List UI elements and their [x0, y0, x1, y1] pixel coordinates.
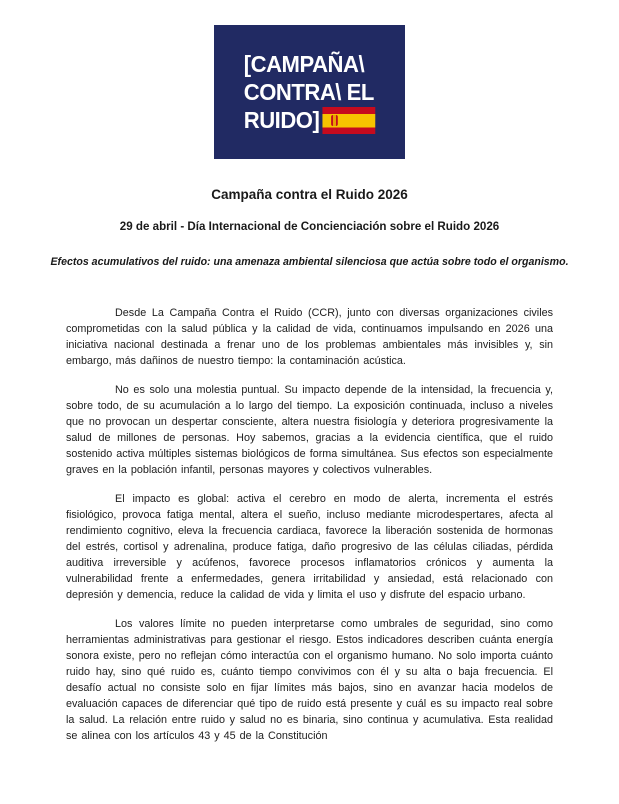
- logo-slash-1: \: [358, 51, 365, 77]
- page-title: Campaña contra el Ruido 2026: [211, 187, 408, 202]
- ccr-logo-wordmark: [244, 50, 375, 134]
- paragraph-1: Desde La Campaña Contra el Ruido (CCR), junto con diversas organizaciones civiles comprometidas con la salud pública y la calidad de vida, continuamos impulsando en 2026 una iniciativa nacional destinada a frenar uno de los problemas ambientales más invisibles y, sin embargo, más dañinos de nuestro tiempo: la contaminación acústica.: [66, 307, 553, 367]
- ccr-logo: [214, 25, 405, 159]
- document-body: [66, 305, 553, 744]
- paragraph-3: El impacto es global: activa el cerebro en modo de alerta, incrementa el estrés fisiológico, provoca fatiga mental, altera el sueño, incluso mediante microdespertares, afecta al rendimiento cognitivo, eleva la frecuencia cardiaca, favorece la liberación sostenida de hormonas del estrés, cortisol y adrenalina, produce fatiga, daño progresivo de las células ciliadas, pérdida auditiva irreversible y acúfenos, favorece procesos inflamatorios crónicos y aumenta la vulnerabilidad frente a enfermedades, genera irritabilidad y ansiedad, está relacionado con depresión y demencia, reduce la calidad de vida y limita el uso y disfrute del espacio urbano.: [66, 493, 553, 601]
- logo-bracket-right: ]: [312, 107, 320, 133]
- paragraph-2: No es solo una molestia puntual. Su impacto depende de la intensidad, la frecuencia y, sobre todo, de su acumulación a lo largo del tiempo. La exposición continuada, incluso a niveles que no provocan un despertar consciente, altera nuestra fisiología y deteriora progresivamente la salud de millones de personas. Hoy sabemos, gracias a la evidencia científica, que el ruido sostenido activa múltiples sistemas biológicos de forma simultánea. Sus efectos son especialmente graves en la población infantil, personas mayores y colectivos vulnerables.: [66, 384, 553, 476]
- logo-word-campana: CAMPAÑA: [250, 51, 359, 77]
- logo-word-el: EL: [341, 79, 374, 105]
- logo-line-3: [244, 106, 375, 134]
- paragraph-4: Los valores límite no pueden interpretarse como umbrales de seguridad, sino como herramientas administrativas para gestionar el riesgo. Estos indicadores describen cuánta energía sonora existe, pero no reflejan cómo interactúa con el organismo humano. No solo importa cuánto ruido hay, sino qué ruido es, cuánto tiempo convivimos con él y su alta o baja frecuencia. El desafío actual no consiste solo en fijar límites más bajos, sino en avanzar hacia modelos de evaluación capaces de diferenciar qué tipo de ruido está presente y cuál es su impacto real sobre la salud. La relación entre ruido y salud no es binaria, sino continua y acumulativa. Esta realidad se alinea con los artículos 43 y 45 de la Constitución: [66, 618, 553, 742]
- logo-bracket-left: [: [243, 51, 251, 77]
- logo-line-2: [244, 78, 375, 106]
- tagline: Efectos acumulativos del ruido: una amenaza ambiental silenciosa que actúa sobre todo el organismo.: [50, 256, 569, 268]
- spain-flag-icon: [322, 107, 375, 134]
- page-subtitle: 29 de abril - Día Internacional de Concienciación sobre el Ruido 2026: [119, 220, 500, 233]
- logo-line-1: [244, 50, 375, 78]
- logo-word-ruido: RUIDO: [243, 107, 313, 133]
- spain-coat-of-arms-icon: [331, 115, 338, 126]
- logo-slash-2: \: [335, 79, 342, 105]
- logo-word-contra: CONTRA: [243, 79, 336, 105]
